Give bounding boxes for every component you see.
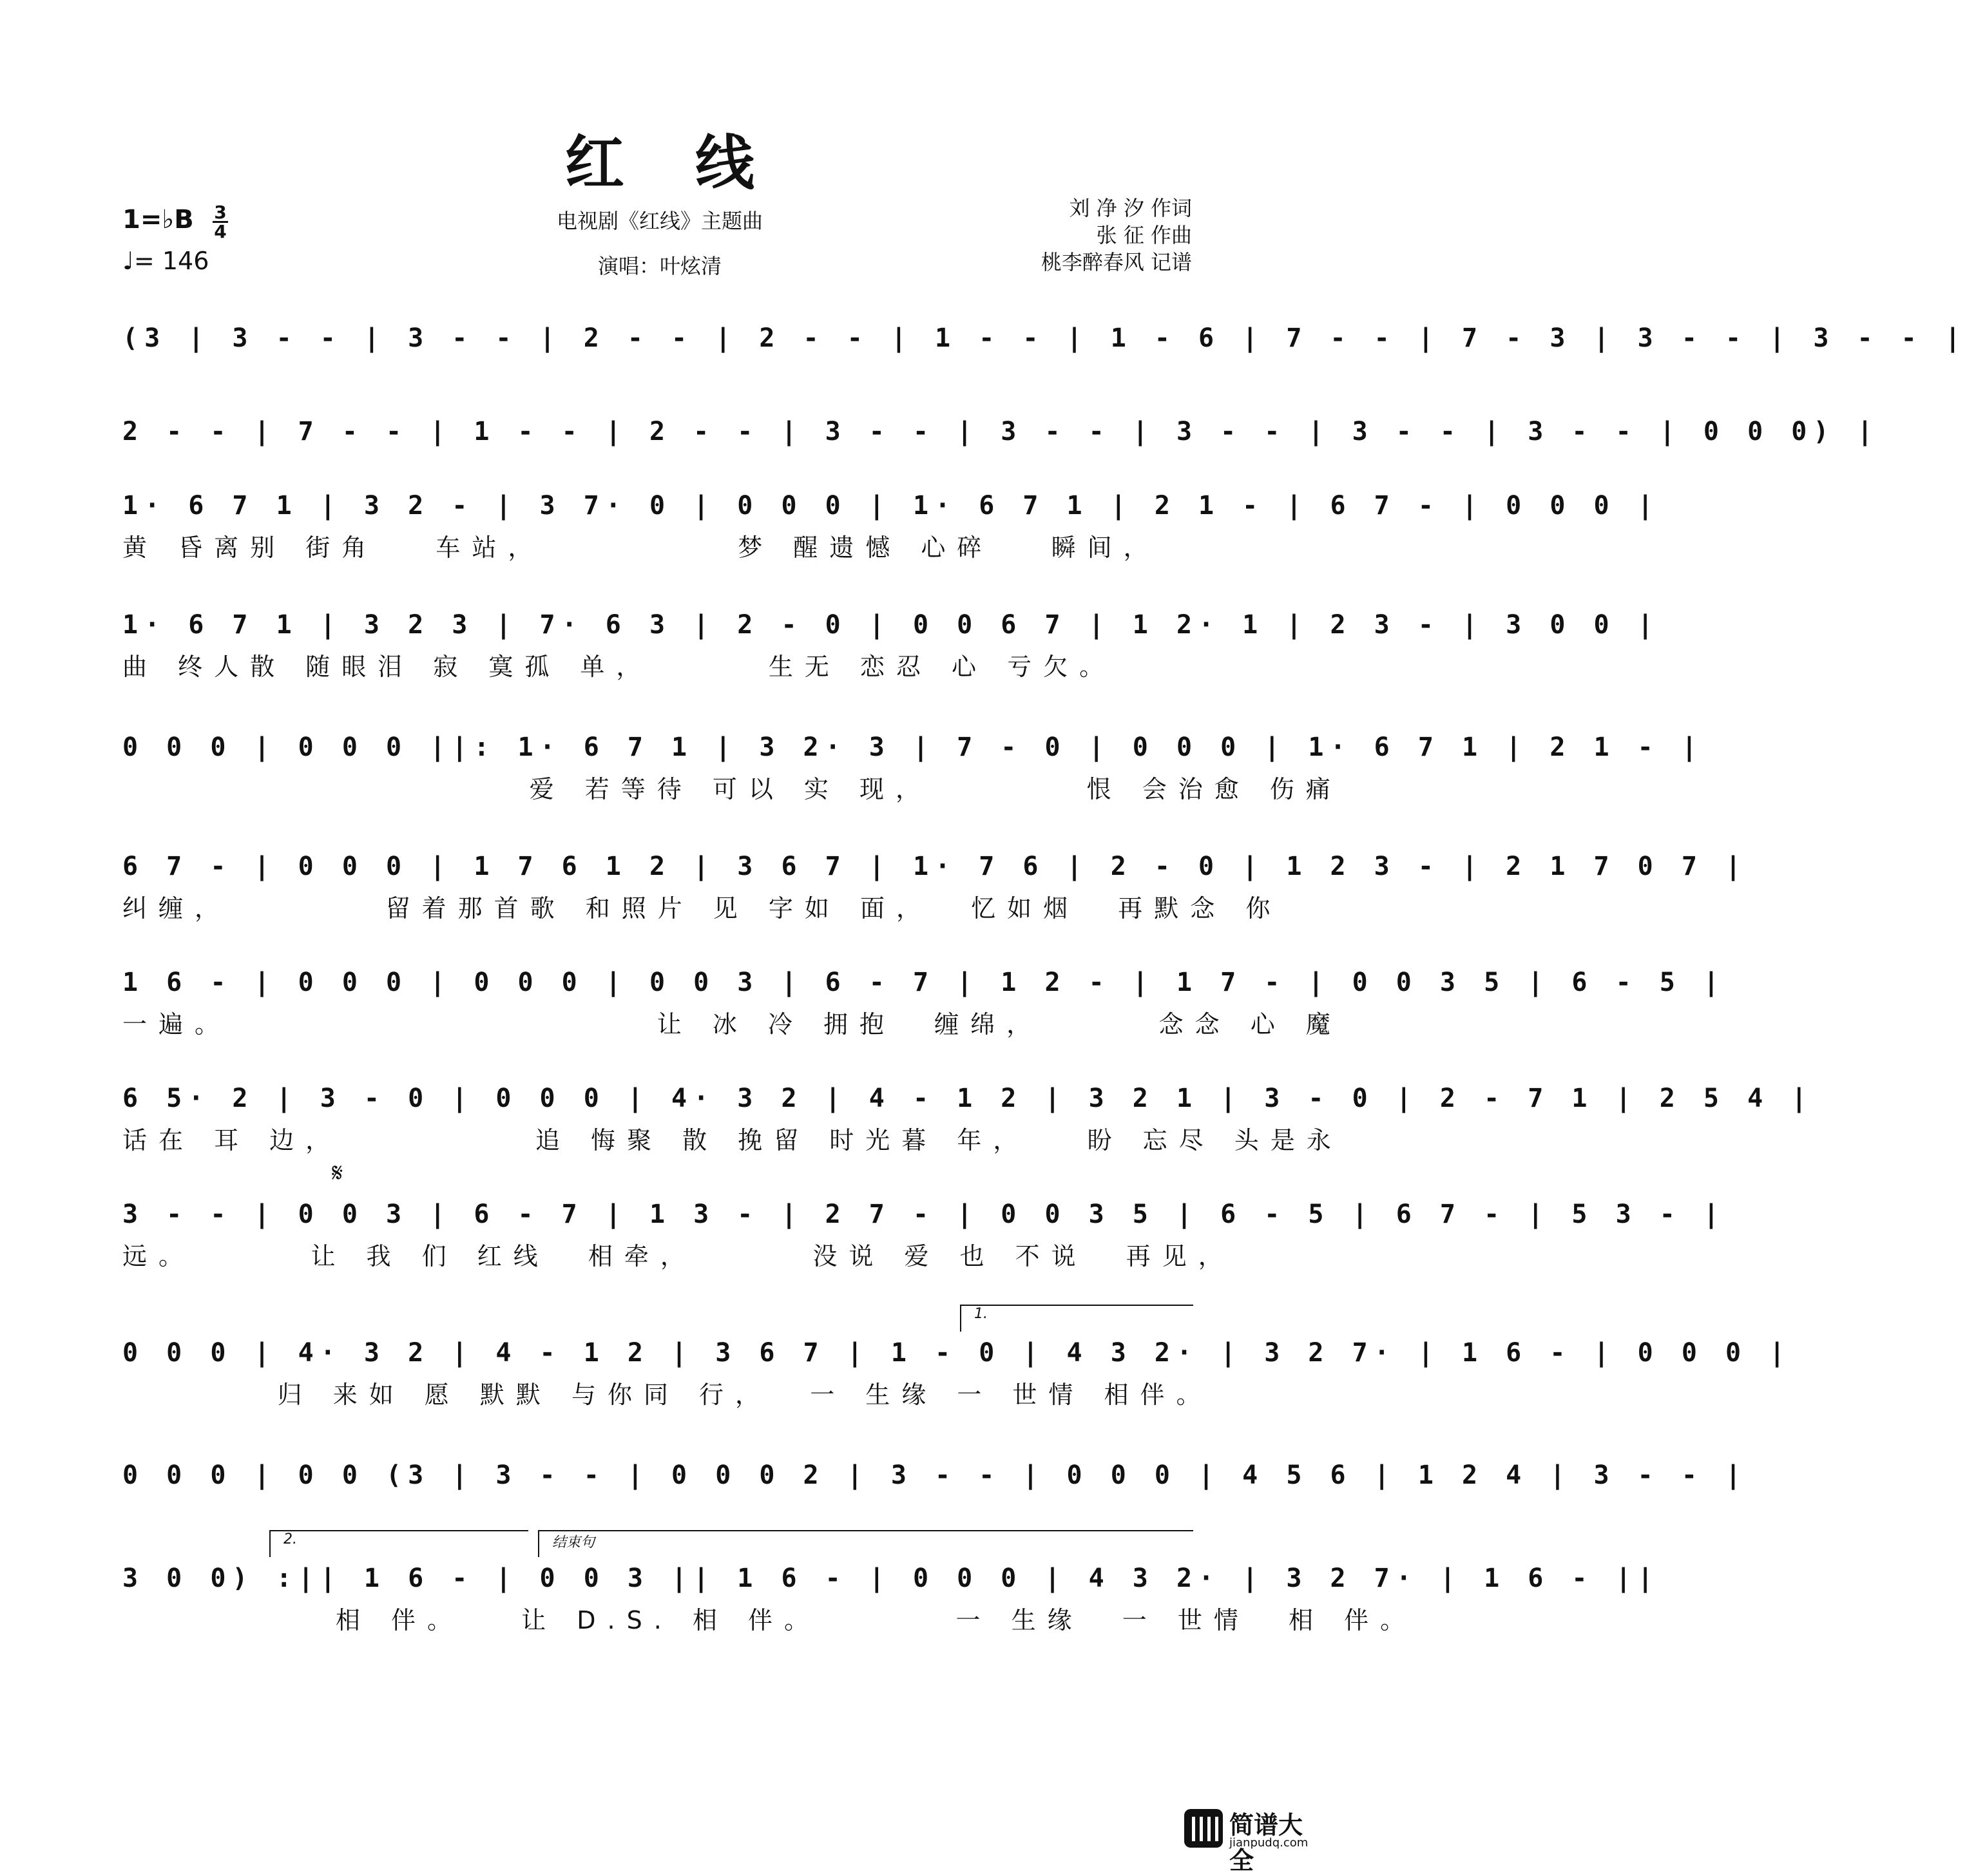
system-6	[122, 844, 1748, 928]
lyric-line: 相 伴。 让 D.S. 相 伴。 一 生缘 一 世情 相 伴。	[122, 1606, 1417, 1634]
notation-line: 0 0 0 | 0 0 (3 | 3 - - | 0 0 0 2 | 3 - - | 0 0 0 | 4 5 6 | 1 2 4 | 3 - - |	[122, 1460, 1748, 1490]
volta-2-label: 2.	[283, 1531, 297, 1547]
lyric-line: 曲 终人散 随眼泪 寂 寞孤 单， 生无 恋忍 心 亏欠。	[122, 653, 1116, 681]
notation-line: 1 6 - | 0 0 0 | 0 0 0 | 0 0 3 | 6 - 7 | 1 2 - | 1 7 - | 0 0 3 5 | 6 - 5 |	[122, 968, 1725, 997]
notation-line: 0 0 0 | 0 0 0 ||: 1· 6 7 1 | 3 2· 3 | 7 - 0 | 0 0 0 | 1· 6 7 1 | 2 1 - |	[122, 732, 1703, 762]
lyric-line: 远。 让 我 们 红线 相牵， 没说 爱 也 不说 再见，	[122, 1242, 1234, 1270]
notation-line: 3 - - | 0 0 3 | 6 - 7 | 1 3 - | 2 7 - | 0 0 3 5 | 6 - 5 | 6 7 - | 5 3 - |	[122, 1200, 1725, 1229]
system-3	[122, 483, 1660, 567]
lyric-line: 纠缠， 留着那首歌 和照片 见 字如 面， 忆如烟 再默念 你	[122, 894, 1282, 923]
system-10	[122, 1330, 1792, 1414]
notation-line: 6 5· 2 | 3 - 0 | 0 0 0 | 4· 3 2 | 4 - 1 2 | 3 2 1 | 3 - 0 | 2 - 7 1 | 2 5 4 |	[122, 1084, 1814, 1113]
system-11	[122, 1453, 1748, 1498]
notation-line: 2 - - | 7 - - | 1 - - | 2 - - | 3 - - | 3 - - | 3 - - | 3 - - | 3 - - | 0 0 0) |	[122, 417, 1879, 446]
system-4	[122, 602, 1660, 686]
system-5	[122, 725, 1703, 809]
coda-label: 结束句	[552, 1535, 595, 1551]
notation-line: 6 7 - | 0 0 0 | 1 7 6 1 2 | 3 6 7 | 1· 7 6 | 2 - 0 | 1 2 3 - | 2 1 7 0 7 |	[122, 852, 1748, 881]
notation-line: (3 | 3 - - | 3 - - | 2 - - | 2 - - | 1 - - | 1 - 6 | 7 - - | 7 - 3 | 3 - - | 3 - - |	[122, 323, 1967, 353]
lyric-line: 爱 若等待 可以 实 现， 恨 会治愈 伤痛	[122, 775, 1342, 803]
site-logo	[1184, 1804, 1313, 1875]
subtitle: 电视剧《红线》主题曲	[556, 209, 763, 233]
piano-keys-icon	[1184, 1809, 1223, 1848]
time-signature-bottom: 4	[214, 221, 227, 242]
lyric-line: 黄 昏离别 街角 车站， 梦 醒遗憾 心碎 瞬间，	[122, 533, 1160, 562]
system-2	[122, 409, 1879, 454]
notation-line: 0 0 0 | 4· 3 2 | 4 - 1 2 | 3 6 7 | 1 - 0 | 4 3 2· | 3 2 7· | 1 6 - | 0 0 0 |	[122, 1338, 1792, 1368]
singer: 演唱：叶炫清	[597, 254, 722, 278]
tempo-marking: ♩= 146	[122, 247, 209, 275]
lyric-line: 话在 耳 边， 追 悔聚 散 挽留 时光暮 年， 盼 忘尽 头是永	[122, 1126, 1343, 1154]
notation-line: 1· 6 7 1 | 3 2 3 | 7· 6 3 | 2 - 0 | 0 0 6 7 | 1 2· 1 | 2 3 - | 3 0 0 |	[122, 610, 1660, 640]
system-9	[122, 1192, 1725, 1276]
credits	[1005, 195, 1192, 276]
composer: 张 征 作曲	[1096, 223, 1192, 247]
lyric-line: 归 来如 愿 默默 与你同 行， 一 生缘 一 世情 相伴。	[122, 1381, 1213, 1409]
logo-site: jianpudq.com	[1229, 1836, 1309, 1850]
time-signature	[213, 204, 228, 240]
coda-bracket	[538, 1530, 1193, 1557]
volta-1-label: 1.	[974, 1306, 988, 1322]
system-12	[122, 1556, 1660, 1640]
system-8	[122, 1076, 1814, 1160]
system-7	[122, 960, 1725, 1044]
lyric-line: 一遍。 让 冰 冷 拥抱 缠绵， 念念 心 魔	[122, 1010, 1342, 1038]
notation-line: 1· 6 7 1 | 3 2 - | 3 7· 0 | 0 0 0 | 1· 6 7 1 | 2 1 - | 6 7 - | 0 0 0 |	[122, 491, 1660, 521]
logo-name: 简谱大全	[1229, 1811, 1303, 1875]
key-signature: 1=♭B	[122, 205, 194, 235]
segno-mark: 𝄋	[332, 1158, 343, 1188]
notation-line: 3 0 0) :|| 1 6 - | 0 0 3 || 1 6 - | 0 0 0 | 4 3 2· | 3 2 7· | 1 6 - ||	[122, 1564, 1660, 1593]
volta-2	[269, 1530, 528, 1557]
transcriber: 桃李醉春风 记谱	[1041, 250, 1192, 274]
volta-1	[960, 1305, 1193, 1332]
system-1	[122, 316, 1967, 361]
time-signature-top: 3	[214, 202, 227, 223]
lyricist: 刘 净 汐 作词	[1069, 196, 1192, 220]
page-title: 红线	[564, 128, 825, 198]
